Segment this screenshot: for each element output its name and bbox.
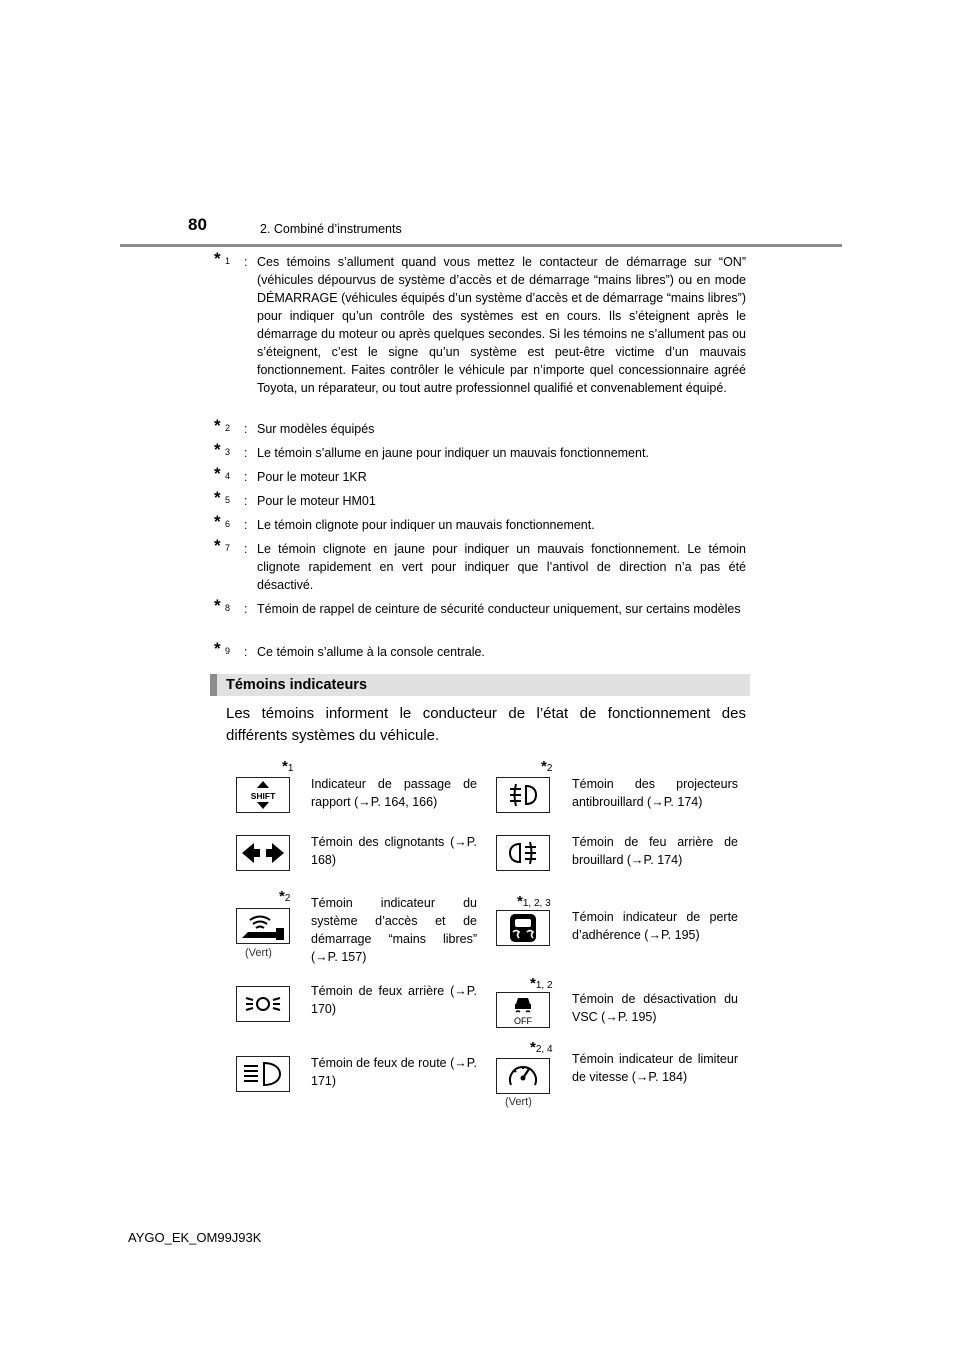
indicator-text: Témoin indicateur de perte d’adhérence (→P. 195) (572, 910, 738, 942)
footnote-8: * 8 : Témoin de rappel de ceinture de sécurité conducteur uniquement, sur certains modèles (214, 600, 746, 618)
vsc-off-icon (496, 992, 550, 1028)
intro-paragraph: Les témoins informent le conducteur de l’état de fonctionnement des différents systèmes du véhicule. (226, 705, 746, 744)
footnote-2: * 2 : Sur modèles équipés (214, 420, 746, 438)
high-beam-icon (236, 1056, 290, 1092)
turn-signal-icon (236, 835, 290, 871)
footnote-3: * 3 : Le témoin s’allume en jaune pour indiquer un mauvais fonctionnement. (214, 444, 746, 462)
front-fog-light-icon (496, 777, 550, 813)
footnote-4: * 4 : Pour le moteur 1KR (214, 468, 746, 486)
smart-key-icon (236, 908, 290, 944)
rear-fog-light-icon (496, 835, 550, 871)
svg-text:SHIFT: SHIFT (250, 791, 276, 801)
indicator-text: Témoin de feux de route (→P. 171) (311, 1056, 477, 1088)
sup-note: *2, 4 (530, 1039, 553, 1056)
footnote-9: * 9 : Ce témoin s’allume à la console centrale. (214, 643, 746, 661)
slip-indicator-icon (496, 910, 550, 946)
shift-indicator-icon (236, 777, 290, 813)
indicator-text: Témoin de feu arrière de brouillard (→P. 174) (572, 835, 738, 867)
sup-note: *1 (282, 758, 294, 775)
color-note: (Vert) (505, 1096, 532, 1108)
svg-text:OFF: OFF (514, 1016, 532, 1026)
section-title: 2. Combiné d’instruments (260, 222, 402, 236)
section-heading: Témoins indicateurs (210, 674, 750, 696)
indicator-text: Témoin des clignotants (→P. 168) (311, 835, 477, 867)
indicator-text: Témoin indicateur de limiteur de vitesse (→P. 184) (572, 1052, 738, 1084)
indicator-text: Témoin de désactivation du VSC (→P. 195) (572, 992, 738, 1024)
header-divider (120, 244, 842, 247)
footnote-7: * 7 : Le témoin clignote en jaune pour indiquer un mauvais fonctionnement. Le témoin clignote rapidement en vert pour indiquer que l’antivol de direction n’a pas été désactivé. (214, 540, 746, 594)
color-note: (Vert) (245, 947, 272, 959)
footnote-5: * 5 : Pour le moteur HM01 (214, 492, 746, 510)
indicator-text: Témoin des projecteurs antibrouillard (→P. 174) (572, 777, 738, 809)
footnote-6: * 6 : Le témoin clignote pour indiquer un mauvais fonctionnement. (214, 516, 746, 534)
speed-limiter-icon (496, 1058, 550, 1094)
indicator-text: Témoin de feux arrière (→P. 170) (311, 984, 477, 1016)
sup-note: *2 (541, 758, 553, 775)
indicator-text: Témoin indicateur du système d’accès et de démarrage “mains libres” (→P. 157) (311, 896, 477, 964)
sup-note: *2 (279, 888, 291, 905)
document-code: AYGO_EK_OM99J93K (128, 1230, 262, 1245)
indicator-text: Indicateur de passage de rapport (→P. 164, 166) (311, 777, 477, 809)
sup-note: *1, 2, 3 (517, 893, 551, 910)
page-number: 80 (188, 215, 207, 234)
sup-note: *1, 2 (530, 975, 553, 992)
tail-light-icon (236, 986, 290, 1022)
footnote-1: * 1 : Ces témoins s’allument quand vous mettez le contacteur de démarrage sur “ON” (véhicules dépourvus de système d’accès et de démarrage “mains libres”) ou en mode DÉMARRAGE (véhicules équipés d’un système d’accès et de démarrage “mains libres”) pour indiquer qu’un contrôle des systèmes est en cours. Ils s’éteignent après le démarrage du moteur ou après quelques secondes. Si les témoins ne s’allument pas ou s’éteignent, c’est le signe qu’un système est peut-être victime d’un mauvais fonctionnement. Faites contrôler le véhicule par n’importe quel concessionnaire agréé Toyota, un réparateur, ou tout autre professionnel qualifié et convenablement équipé. (214, 253, 746, 397)
